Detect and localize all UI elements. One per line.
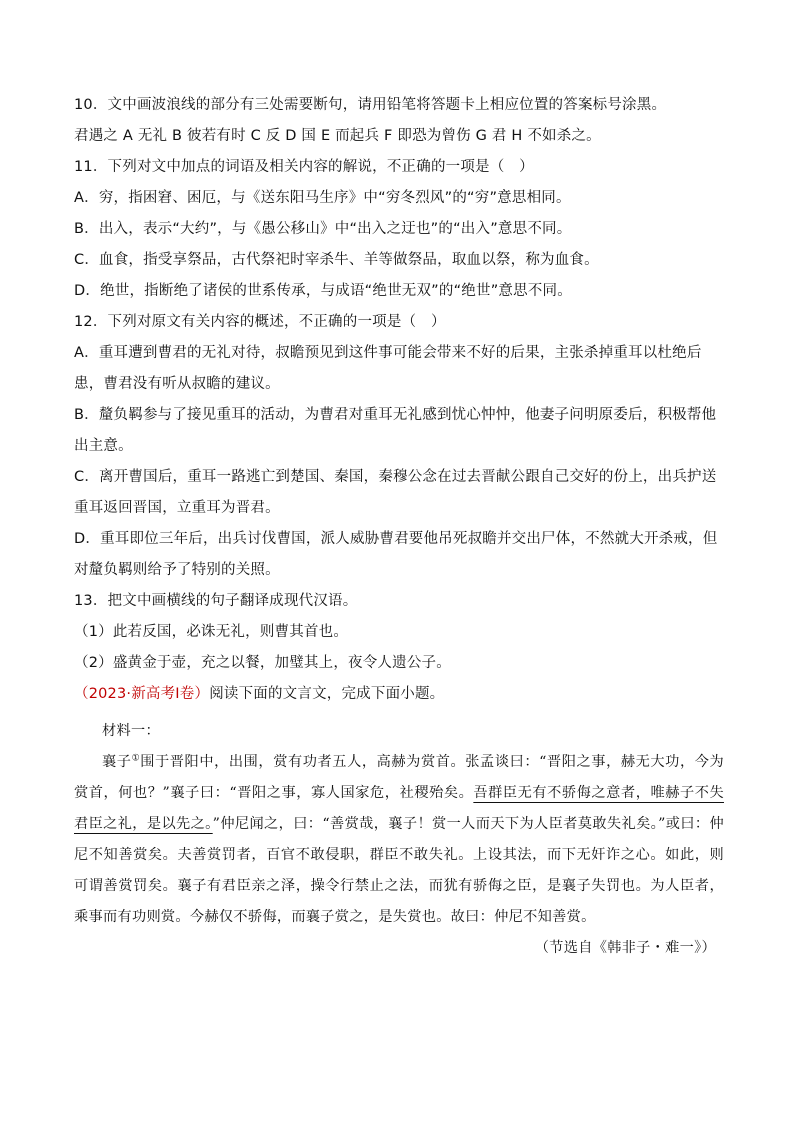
footnote-mark: ① — [131, 753, 141, 764]
q11-option-c: C．血食，指受享祭品，古代祭祀时宰杀牛、羊等做祭品，取血以祭，称为血食。 — [74, 252, 599, 268]
source-tag: （2023·新高考Ⅰ卷） — [74, 686, 210, 702]
material-one — [74, 716, 724, 964]
source-line — [74, 679, 724, 710]
q13-item-2: （2）盛黄金于壶，充之以餐，加璧其上，夜令人遗公子。 — [74, 655, 451, 671]
source-instruction: 阅读下面的文言文，完成下面小题。 — [209, 686, 445, 702]
exam-page — [74, 90, 724, 964]
q11-option-a: A．穷，指困窘、困厄，与《送东阳马生序》中“穷冬烈风”的“穷”意思相同。 — [74, 190, 571, 206]
q12-option-b: B．釐负羁参与了接见重耳的活动，为曹君对重耳无礼感到忧心忡忡，他妻子问明原委后，积极帮他出主意。 — [74, 407, 717, 454]
material-title: 材料一： — [102, 723, 160, 739]
q12-stem: 12．下列对原文有关内容的概述，不正确的一项是（ ） — [74, 314, 446, 330]
q12-option-a: A．重耳遭到曹君的无礼对待，叔瞻预见到这件事可能会带来不好的后果，主张杀掉重耳以杜绝后患，曹君没有听从叔瞻的建议。 — [74, 345, 702, 392]
q13-stem: 13．把文中画横线的句子翻译成现代汉语。 — [74, 593, 358, 609]
q10-stem: 10．文中画波浪线的部分有三处需要断句，请用铅笔将答题卡上相应位置的答案标号涂黑。 — [74, 97, 667, 113]
q11-stem: 11．下列对文中加点的词语及相关内容的解说，不正确的一项是（ ） — [74, 159, 534, 175]
passage-credit: （节选自《韩非子・难一》） — [534, 940, 716, 956]
q12-option-c: C．离开曹国后，重耳一路逃亡到楚国、秦国，秦穆公念在过去晋献公跟自己交好的份上，出兵护送重耳返回晋国，立重耳为晋君。 — [74, 469, 717, 516]
passage-part-b: ”仲尼闻之，曰：“善赏哉，襄子！赏一人而天下为人臣者莫敢失礼矣。”或曰：仲尼不知善赏矣。夫善赏罚者，百官不敢侵职，群臣不敢失礼。上设其法，而下无奸诈之心。如此，则可谓善赏罚矣。襄子有君臣亲之泽，操令行禁止之法，而犹有骄侮之臣，是襄子失罚也。为人臣者，乘事而有功则赏。今赫仅不骄侮，而襄子赏之，是失赏也。故曰：仲尼不知善赏。 — [74, 816, 724, 925]
q11-option-b: B．出入，表示“大约”，与《愚公移山》中“出入之迂也”的“出入”意思不同。 — [74, 221, 572, 237]
q13-item-1: （1）此若反国，必诛无礼，则曹其首也。 — [74, 624, 349, 640]
material-passage — [74, 747, 724, 933]
q10-sentence: 君遇之 A 无礼 B 彼若有时 C 反 D 国 E 而起兵 F 即恐为曾伤 G 君 H 不如杀之。 — [74, 128, 601, 144]
passage-start: 襄子 — [102, 754, 132, 770]
q11-option-d: D．绝世，指断绝了诸侯的世系传承，与成语“绝世无双”的“绝世”意思不同。 — [74, 283, 572, 299]
passage-part-a: 围于晋阳中，出围，赏有功者五人，高赫为赏首。张孟谈曰：“晋阳之事，赫无大功，今为赏首，何也？”襄子曰：“晋阳之事，寡人国家危，社稷殆矣。 — [74, 754, 724, 801]
underlined-sentence: 吾群臣无有不骄侮之意者，唯赫子不失君臣之礼，是以先之。 — [74, 785, 724, 832]
q12-option-d: D．重耳即位三年后，出兵讨伐曹国，派人威胁曹君要他吊死叔瞻并交出尸体，不然就大开杀戒，但对釐负羁则给予了特别的关照。 — [74, 531, 718, 578]
